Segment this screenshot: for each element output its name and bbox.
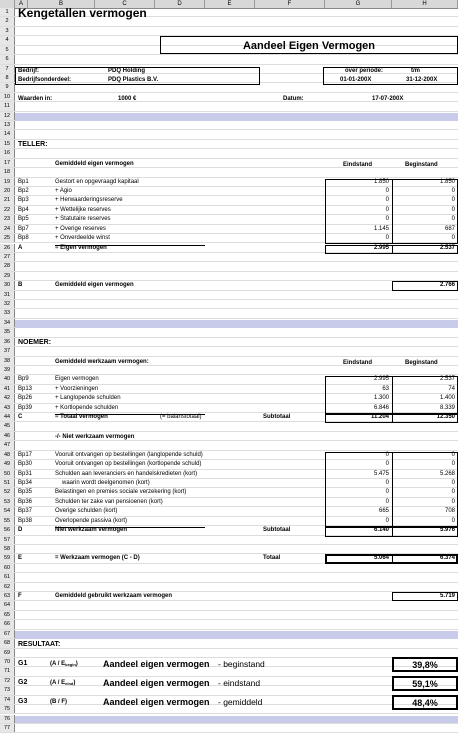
totaal-vermogen-label: = Totaal vermogen [55, 414, 108, 421]
row-code: Bp1 [18, 178, 29, 185]
sheet-row [0, 649, 458, 658]
col-eindstand-label: Eindstand [343, 161, 373, 168]
result-suffix: - gemiddeld [218, 696, 263, 707]
row-number[interactable]: 50 [0, 470, 15, 478]
bedrijf-value: PDQ Holding [108, 67, 145, 74]
row-number[interactable]: 10 [0, 93, 15, 101]
niet-werkzaam-vermogen-label: Niet werkzaam vermogen [55, 527, 128, 534]
eindstand-value[interactable]: 665 [378, 508, 389, 515]
sheet-row [0, 422, 458, 431]
balanstotaal-note: (= balanstotaal) [160, 414, 202, 421]
row-number[interactable]: 22 [0, 206, 15, 214]
sheet-row [0, 253, 458, 262]
totaal-label: Totaal [263, 555, 281, 562]
section-separator [15, 631, 458, 639]
gemiddeld-eigen-vermogen-heading: Gemiddeld eigen vermogen [55, 160, 134, 167]
eindstand-value[interactable]: 0 [385, 197, 389, 204]
eindstand-value[interactable]: 2.995 [373, 376, 389, 383]
sheet-row [0, 262, 458, 271]
row-number[interactable]: 35 [0, 328, 15, 336]
sheet-row [0, 536, 458, 545]
row-number[interactable]: 68 [0, 639, 15, 647]
beginstand-value[interactable]: 0 [451, 206, 455, 213]
periode-tm-label: t/m [411, 67, 420, 74]
row-number[interactable]: 41 [0, 385, 15, 393]
sheet-row [0, 639, 458, 648]
eigen-vermogen-beginstand[interactable]: 2.537 [439, 244, 455, 251]
row-number[interactable]: 70 [0, 658, 15, 666]
column-header-b[interactable]: B [28, 0, 95, 8]
sheet-row [0, 724, 458, 733]
row-number[interactable]: 25 [0, 234, 15, 242]
subtotaal-label: Subtotaal [263, 414, 291, 421]
column-header-a[interactable]: A [15, 0, 28, 8]
subtotaal-label: Subtotaal [263, 527, 291, 534]
bedrijfsonderdeel-value: PDQ Plastics B.V. [108, 76, 159, 83]
result-formula-close: ) [73, 679, 76, 686]
row-label: + Overige reserves [55, 225, 106, 232]
eigen-vermogen-eindstand[interactable]: 2.995 [373, 244, 389, 251]
row-code: Bp37 [18, 508, 33, 515]
row-number[interactable]: 51 [0, 479, 15, 487]
beginstand-value[interactable]: 8.339 [439, 404, 455, 411]
row-code-d: D [18, 527, 23, 534]
eindstand-value[interactable]: 0 [385, 235, 389, 242]
eindstand-value[interactable]: 5.475 [373, 470, 389, 477]
row-code-a: A [18, 244, 23, 251]
row-number[interactable]: 66 [0, 620, 15, 628]
row-code: Bp9 [18, 376, 29, 383]
row-number[interactable]: 32 [0, 300, 15, 308]
row-label: + Herwaarderingsreserve [55, 197, 123, 204]
datum-value: 17-07-200X [372, 95, 404, 102]
row-label: Vooruit ontvangen op bestellingen (kortlopende schuld) [55, 461, 202, 468]
beginstand-value[interactable]: 0 [451, 187, 455, 194]
eindstand-value[interactable]: 0 [385, 206, 389, 213]
row-number[interactable]: 5 [0, 46, 15, 54]
result-formula-close: ) [75, 660, 78, 667]
row-number[interactable]: 54 [0, 507, 15, 515]
sheet-row [0, 611, 458, 620]
row-number[interactable]: 4 [0, 36, 15, 44]
section-separator [15, 320, 458, 328]
row-number[interactable]: 8 [0, 74, 15, 82]
row-number[interactable]: 3 [0, 27, 15, 35]
row-label: Schulden aan leveranciers en handelskredieten (kort) [55, 470, 198, 477]
row-number[interactable]: 75 [0, 705, 15, 713]
bedrijf-label: Bedrijf: [18, 67, 39, 74]
row-number[interactable]: 48 [0, 451, 15, 459]
noemer-heading: NOEMER: [18, 338, 52, 346]
row-number[interactable]: 23 [0, 215, 15, 223]
row-number[interactable]: 39 [0, 366, 15, 374]
row-number[interactable]: 72 [0, 677, 15, 685]
beginstand-value[interactable]: 0 [451, 480, 455, 486]
section-separator [15, 716, 458, 724]
result-value-box[interactable]: 59,1% [392, 676, 458, 691]
result-formula: $(A / E_{begin})$ [50, 660, 78, 667]
row-label: Eigen vermogen [55, 376, 99, 383]
select-all-corner[interactable] [0, 0, 15, 8]
totaal-vermogen-beginstand[interactable]: 12.350 [436, 414, 455, 421]
row-code: Bp8 [18, 235, 29, 242]
sheet-row [0, 601, 458, 610]
row-number[interactable]: 9 [0, 83, 15, 91]
row-number[interactable]: 49 [0, 460, 15, 468]
periode-label: over periode: [345, 67, 384, 74]
row-number[interactable]: 17 [0, 159, 15, 167]
row-number[interactable]: 1 [0, 8, 15, 16]
sheet-row [0, 573, 458, 582]
row-code: Bp17 [18, 451, 33, 458]
row-code: Bp39 [18, 404, 33, 411]
row-label: + Onverdeelde winst [55, 235, 110, 242]
result-value-box[interactable]: 48,4% [392, 695, 458, 710]
bedrijfsonderdeel-label: Bedrijfsonderdeel: [18, 76, 72, 83]
result-code: G2 [18, 678, 28, 686]
row-number[interactable]: 18 [0, 168, 15, 176]
gemiddeld-gebruikt-werkzaam-vermogen-label: Gemiddeld gebruikt werkzaam vermogen [55, 593, 173, 600]
row-number[interactable]: 67 [0, 630, 15, 638]
sheet-row [0, 272, 458, 281]
row-number[interactable]: 46 [0, 432, 15, 440]
section-separator [15, 113, 458, 121]
row-number[interactable]: 65 [0, 611, 15, 619]
beginstand-value[interactable]: 0 [451, 517, 455, 524]
row-number[interactable]: 77 [0, 724, 15, 732]
sheet-row [0, 366, 458, 375]
row-number[interactable]: 34 [0, 319, 15, 327]
row-number[interactable]: 55 [0, 517, 15, 525]
gemiddeld-gebruikt-werkzaam-vermogen-value[interactable]: 5.719 [439, 593, 455, 600]
row-number[interactable]: 14 [0, 130, 15, 138]
eindstand-value[interactable]: 0 [385, 517, 389, 524]
sheet-row [0, 291, 458, 300]
beginstand-value[interactable]: 0 [451, 451, 455, 458]
row-number[interactable]: 73 [0, 686, 15, 694]
row-number[interactable]: 30 [0, 281, 15, 289]
row-number[interactable]: 64 [0, 601, 15, 609]
sheet-row [0, 583, 458, 592]
row-number[interactable]: 52 [0, 488, 15, 496]
beginstand-value[interactable]: 1.850 [439, 178, 455, 185]
row-code: Bp3 [18, 197, 29, 204]
row-label: + Kortlopende schulden [55, 404, 119, 411]
niet-werkzaam-beginstand[interactable]: 5.976 [439, 527, 455, 534]
eindstand-value[interactable]: 6.846 [373, 404, 389, 411]
werkzaam-vermogen-label: = Werkzaam vermogen (C - D) [55, 555, 140, 562]
row-label: Belastingen en premies sociale verzekering (kort) [55, 489, 187, 496]
result-formula-subscript: eind [65, 680, 74, 686]
row-number[interactable]: 24 [0, 225, 15, 233]
row-number[interactable]: 45 [0, 422, 15, 430]
row-number[interactable]: 16 [0, 149, 15, 157]
sheet-row [0, 328, 458, 337]
row-number[interactable]: 6 [0, 55, 15, 63]
column-header-d[interactable]: D [155, 0, 205, 8]
result-suffix: - eindstand [218, 677, 261, 688]
row-number[interactable]: 12 [0, 112, 15, 120]
row-code: Bp36 [18, 498, 33, 505]
result-label: Aandeel eigen vermogen [103, 696, 210, 707]
row-number[interactable]: 33 [0, 309, 15, 317]
row-label: + Wettelijke reserves [55, 206, 111, 213]
row-number[interactable]: 62 [0, 583, 15, 591]
werkzaam-vermogen-beginstand[interactable]: 6.374 [439, 555, 455, 562]
column-header-f[interactable]: F [255, 0, 325, 8]
result-formula-subscript: begin [65, 661, 76, 667]
eindstand-value[interactable]: 0 [385, 451, 389, 458]
row-code-c: C [18, 414, 23, 421]
row-number[interactable]: 15 [0, 140, 15, 148]
eigen-vermogen-total-label: = Eigen vermogen [55, 244, 107, 251]
column-header-e[interactable]: E [205, 0, 255, 8]
row-number[interactable]: 11 [0, 102, 15, 110]
beginstand-value[interactable]: 708 [444, 508, 455, 515]
beginstand-value[interactable]: 1.400 [439, 395, 455, 402]
result-formula: (B / F) [50, 698, 67, 705]
sheet-row [0, 300, 458, 309]
row-label: Schulden ter zake van pensioenen (kort) [55, 498, 163, 505]
row-label: + Agio [55, 187, 72, 194]
beginstand-value[interactable]: 0 [451, 461, 455, 468]
row-number[interactable]: 19 [0, 178, 15, 186]
sheet-row [0, 347, 458, 356]
result-label: Aandeel eigen vermogen [103, 658, 210, 669]
row-number[interactable]: 74 [0, 696, 15, 704]
sheet-row [0, 545, 458, 554]
row-code-f: F [18, 593, 22, 600]
row-code: Bp31 [18, 470, 33, 477]
row-code: Bp30 [18, 461, 33, 468]
beginstand-value[interactable]: 2.537 [439, 376, 455, 383]
column-header-h[interactable]: H [392, 0, 458, 8]
beginstand-value[interactable]: 687 [444, 225, 455, 232]
row-label: + Langlopende schulden [55, 395, 121, 402]
row-code-e: E [18, 555, 23, 562]
row-number[interactable]: 61 [0, 573, 15, 581]
row-code: Bp7 [18, 225, 29, 232]
row-number[interactable]: 2 [0, 17, 15, 25]
row-number[interactable]: 47 [0, 441, 15, 449]
eindstand-value[interactable]: 0 [385, 216, 389, 223]
sheet-row [0, 140, 458, 149]
sheet-row [0, 55, 458, 64]
row-code-b: B [18, 282, 23, 289]
row-number[interactable]: 27 [0, 253, 15, 261]
beginstand-value[interactable]: 5.268 [439, 470, 455, 477]
eindstand-value[interactable]: 1.145 [373, 225, 389, 232]
sheet-row [0, 564, 458, 573]
row-code: Bp13 [18, 385, 33, 392]
column-header-g[interactable]: G [325, 0, 392, 8]
row-label: Vooruit ontvangen op bestellingen (langlopende schuld) [55, 451, 203, 458]
row-code: Bp4 [18, 206, 29, 213]
beginstand-value[interactable]: 0 [451, 235, 455, 242]
row-code: Bp2 [18, 187, 29, 194]
row-code: Bp5 [18, 216, 29, 223]
eindstand-value[interactable]: 0 [385, 187, 389, 194]
beginstand-value[interactable]: 0 [451, 489, 455, 496]
row-number[interactable]: 20 [0, 187, 15, 195]
eindstand-value[interactable]: 1.850 [373, 178, 389, 185]
result-label: Aandeel eigen vermogen [103, 677, 210, 688]
row-number[interactable]: 63 [0, 592, 15, 600]
sheet-row [0, 149, 458, 158]
result-code: G3 [18, 697, 28, 705]
sheet-row [0, 130, 458, 139]
col-beginstand-label: Beginstand [405, 161, 438, 168]
row-number[interactable]: 21 [0, 196, 15, 204]
sheet-row [0, 620, 458, 629]
eindstand-value[interactable]: 63 [382, 385, 389, 392]
row-number[interactable]: 56 [0, 526, 15, 534]
gemiddeld-eigen-vermogen-label: Gemiddeld eigen vermogen [55, 282, 134, 289]
row-number[interactable]: 69 [0, 649, 15, 657]
sheet-row [0, 309, 458, 318]
row-number[interactable]: 59 [0, 554, 15, 562]
sheet-title: Kengetallen vermogen [18, 6, 147, 20]
sheet-row [0, 441, 458, 450]
beginstand-value[interactable]: 74 [448, 385, 455, 392]
sheet-row [0, 121, 458, 130]
sheet-row [0, 27, 458, 36]
row-label: + Statutaire reserves [55, 216, 111, 223]
column-header-c[interactable]: C [95, 0, 155, 8]
resultaat-heading: RESULTAAT: [18, 641, 61, 649]
niet-werkzaam-eindstand[interactable]: 6.140 [373, 527, 389, 534]
row-label: + Voorzieningen [55, 385, 99, 392]
row-number[interactable]: 7 [0, 65, 15, 73]
row-code: Bp26 [18, 395, 33, 402]
niet-werkzaam-heading: -/- Niet werkzaam vermogen [55, 433, 135, 440]
row-number[interactable]: 57 [0, 536, 15, 544]
result-formula: $(A / E_{eind})$ [50, 679, 76, 686]
beginstand-value[interactable]: 0 [451, 216, 455, 223]
row-label: Overlopende passiva (kort) [55, 517, 128, 524]
sheet-row [0, 102, 458, 111]
row-number[interactable]: 38 [0, 357, 15, 365]
col-beginstand-label: Beginstand [405, 359, 438, 366]
gemiddeld-werkzaam-vermogen-heading: Gemiddeld werkzaam vermogen: [55, 358, 149, 365]
row-code: Bp38 [18, 517, 33, 524]
eindstand-value[interactable]: 0 [385, 480, 389, 486]
werkzaam-vermogen-eindstand[interactable]: 5.064 [373, 555, 389, 562]
row-label: waarin wordt deelgenomen (kort) [62, 480, 150, 486]
row-number[interactable]: 26 [0, 244, 15, 252]
result-value-box[interactable]: 39,8% [392, 657, 458, 672]
eindstand-value[interactable]: 0 [385, 461, 389, 468]
sheet-row [0, 168, 458, 177]
periode-to: 31-12-200X [406, 76, 438, 83]
row-number[interactable]: 53 [0, 498, 15, 506]
waarden-label: Waarden in: [18, 95, 53, 102]
row-number[interactable]: 43 [0, 404, 15, 412]
row-number[interactable]: 40 [0, 375, 15, 383]
col-eindstand-label: Eindstand [343, 359, 373, 366]
result-code: G1 [18, 659, 28, 667]
row-number[interactable]: 13 [0, 121, 15, 129]
row-number[interactable]: 60 [0, 564, 15, 572]
row-label: Gestort en opgevraagd kapitaal [55, 178, 139, 185]
teller-heading: TELLER: [18, 140, 48, 148]
row-number[interactable]: 76 [0, 715, 15, 723]
subtitle: Aandeel Eigen Vermogen [242, 39, 376, 52]
row-label: Overige schulden (kort) [55, 508, 118, 515]
row-number[interactable]: 29 [0, 272, 15, 280]
eindstand-value[interactable]: 0 [385, 498, 389, 505]
row-number[interactable]: 58 [0, 545, 15, 553]
result-suffix: - beginstand [218, 658, 265, 669]
periode-from: 01-01-200X [340, 76, 372, 83]
row-number[interactable]: 44 [0, 413, 15, 421]
row-number[interactable]: 71 [0, 667, 15, 675]
beginstand-value[interactable]: 0 [451, 197, 455, 204]
waarden-value: 1000 € [118, 95, 137, 102]
gemiddeld-eigen-vermogen-value[interactable]: 2.766 [439, 282, 455, 289]
row-number[interactable]: 28 [0, 262, 15, 270]
totaal-vermogen-eindstand[interactable]: 11.204 [370, 414, 389, 421]
row-code: Bp35 [18, 489, 33, 496]
row-number[interactable]: 31 [0, 291, 15, 299]
row-number[interactable]: 36 [0, 338, 15, 346]
beginstand-value[interactable]: 0 [451, 498, 455, 505]
datum-label: Datum: [283, 95, 304, 102]
eindstand-value[interactable]: 0 [385, 489, 389, 496]
row-number[interactable]: 42 [0, 394, 15, 402]
row-code: Bp34 [18, 480, 33, 486]
eindstand-value[interactable]: 1.300 [373, 395, 389, 402]
row-number[interactable]: 37 [0, 347, 15, 355]
sheet-row [0, 338, 458, 347]
